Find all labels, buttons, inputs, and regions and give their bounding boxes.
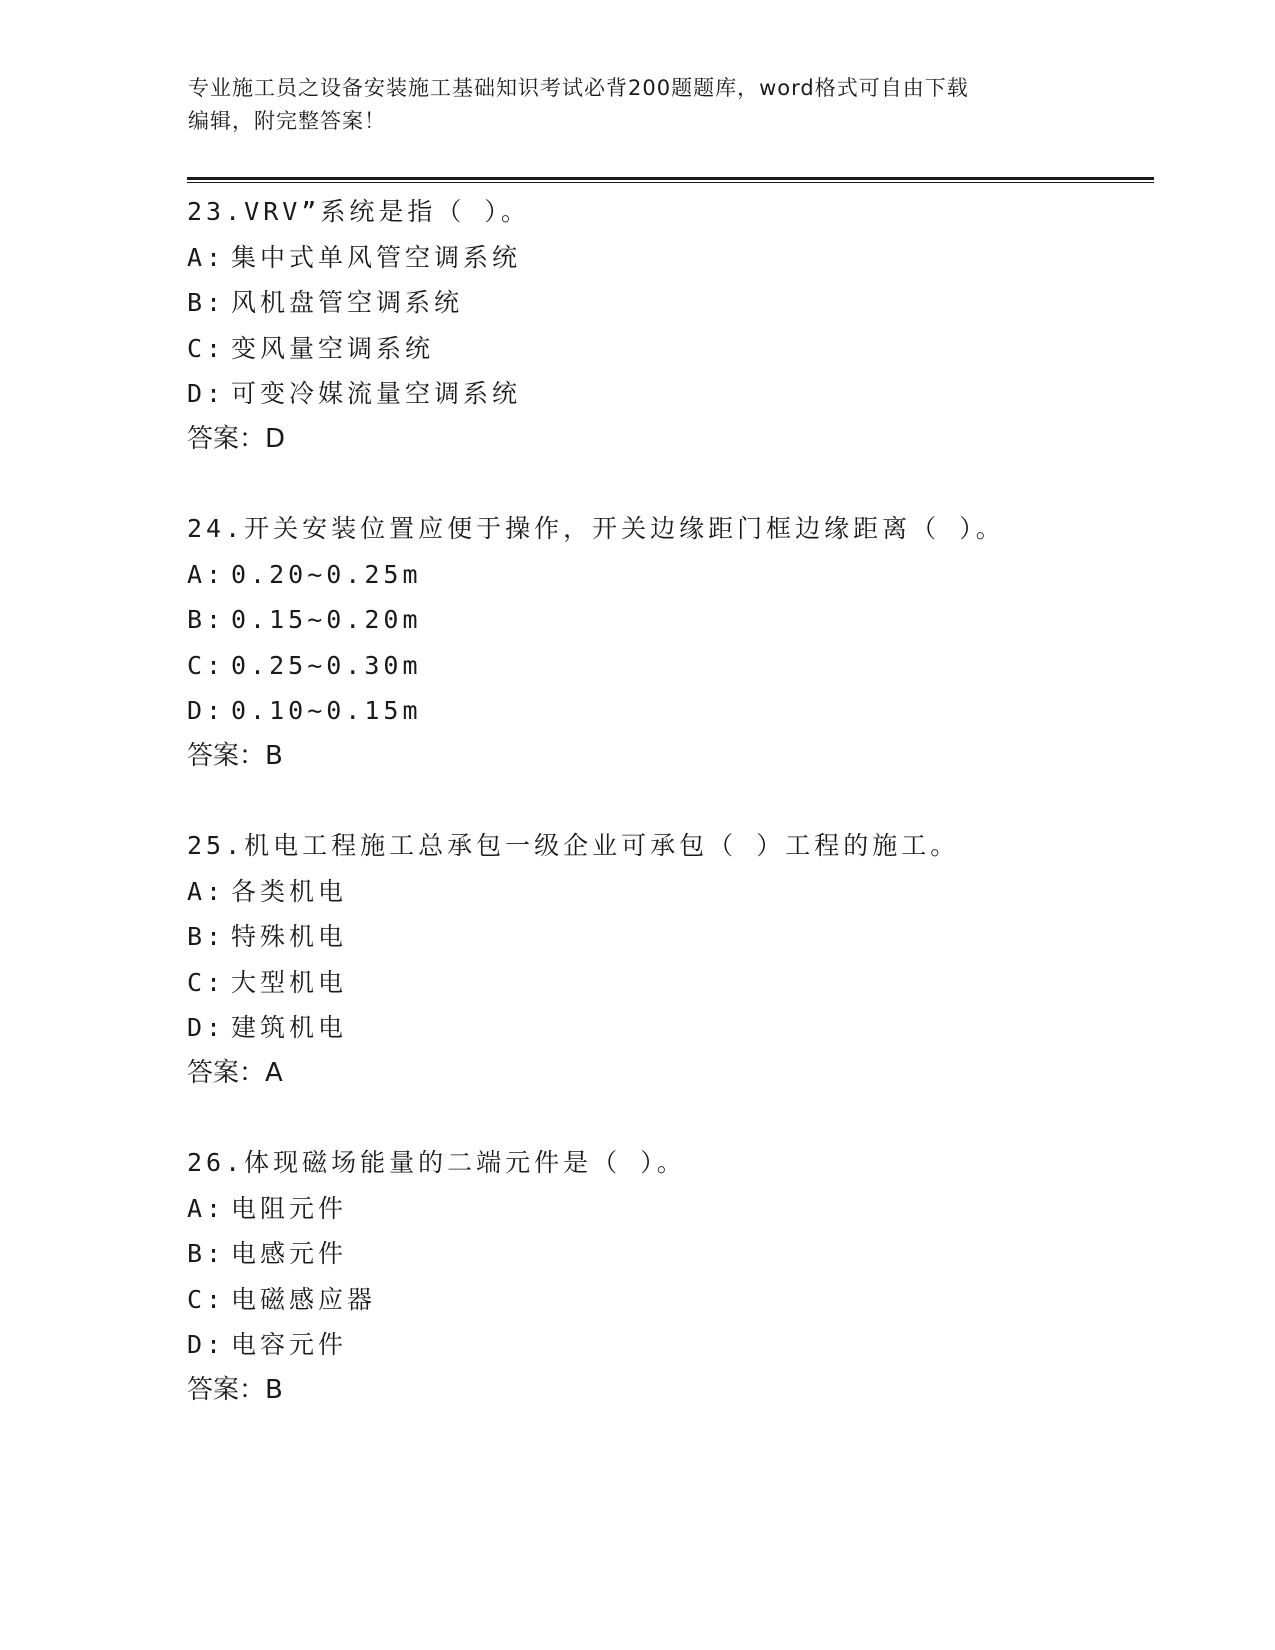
- option-c: [187, 643, 1147, 689]
- question-stem: 26.体现磁场能量的二端元件是（ ）。: [187, 1148, 686, 1177]
- option-label: A:: [187, 1193, 226, 1223]
- option-label: A:: [187, 876, 226, 906]
- option-d: [187, 688, 1147, 734]
- option-text: 各类机电: [231, 876, 348, 906]
- option-label: B:: [187, 922, 226, 951]
- question-stem: 25.机电工程施工总承包一级企业可承包（ ）工程的施工。: [187, 831, 960, 860]
- answer: 答案：D: [187, 423, 286, 454]
- question-26: [187, 1140, 1147, 1413]
- option-b: [187, 914, 1147, 960]
- option-c: [187, 960, 1147, 1006]
- option-text: 0.20~0.25m: [231, 559, 422, 589]
- option-label: B:: [187, 1239, 226, 1268]
- question-stem: 23.VRV”系统是指（ ）。: [187, 197, 530, 226]
- option-a: [187, 1186, 1147, 1232]
- option-label: C:: [187, 1284, 226, 1314]
- option-label: B:: [187, 288, 226, 317]
- answer: 答案：B: [187, 1374, 283, 1405]
- option-text: 可变冷媒流量空调系统: [231, 379, 522, 408]
- option-text: 特殊机电: [231, 922, 348, 951]
- option-label: C:: [187, 333, 226, 363]
- option-text: 风机盘管空调系统: [231, 288, 464, 317]
- option-d: [187, 1322, 1147, 1368]
- option-label: D:: [187, 696, 226, 725]
- document-header: [188, 72, 1088, 138]
- answer: 答案：A: [187, 1057, 283, 1088]
- option-text: 0.10~0.15m: [231, 696, 422, 725]
- option-text: 变风量空调系统: [231, 333, 435, 363]
- question-24: [187, 506, 1147, 779]
- option-label: A:: [187, 242, 226, 272]
- option-text: 集中式单风管空调系统: [231, 242, 522, 272]
- option-text: 0.25~0.30m: [231, 650, 422, 680]
- option-text: 电阻元件: [231, 1193, 348, 1223]
- question-23: [187, 189, 1147, 462]
- header-divider-thick: [187, 177, 1154, 180]
- option-d: [187, 1005, 1147, 1051]
- option-label: C:: [187, 650, 226, 680]
- option-a: [187, 869, 1147, 915]
- question-list: [187, 189, 1147, 1457]
- option-text: 电磁感应器: [231, 1284, 377, 1314]
- option-b: [187, 280, 1147, 326]
- option-b: [187, 597, 1147, 643]
- option-label: D:: [187, 379, 226, 408]
- option-c: [187, 326, 1147, 372]
- option-label: C:: [187, 967, 226, 997]
- option-text: 电感元件: [231, 1239, 348, 1268]
- header-title-line-1: 专业施工员之设备安装施工基础知识考试必背200题题库，word格式可自由下载: [188, 76, 969, 100]
- option-text: 大型机电: [231, 967, 348, 997]
- option-text: 电容元件: [231, 1330, 348, 1359]
- option-c: [187, 1277, 1147, 1323]
- option-label: B:: [187, 605, 226, 634]
- option-d: [187, 371, 1147, 417]
- answer: 答案：B: [187, 740, 283, 771]
- option-label: A:: [187, 559, 226, 589]
- option-text: 0.15~0.20m: [231, 605, 422, 634]
- question-25: [187, 823, 1147, 1096]
- option-label: D:: [187, 1330, 226, 1359]
- option-a: [187, 235, 1147, 281]
- option-a: [187, 552, 1147, 598]
- header-divider-thin: [187, 182, 1154, 183]
- header-title-line-2: 编辑，附完整答案！: [188, 109, 386, 133]
- option-label: D:: [187, 1013, 226, 1042]
- option-b: [187, 1231, 1147, 1277]
- option-text: 建筑机电: [231, 1013, 348, 1042]
- question-stem: 24.开关安装位置应便于操作，开关边缘距门框边缘距离（ ）。: [187, 514, 1005, 543]
